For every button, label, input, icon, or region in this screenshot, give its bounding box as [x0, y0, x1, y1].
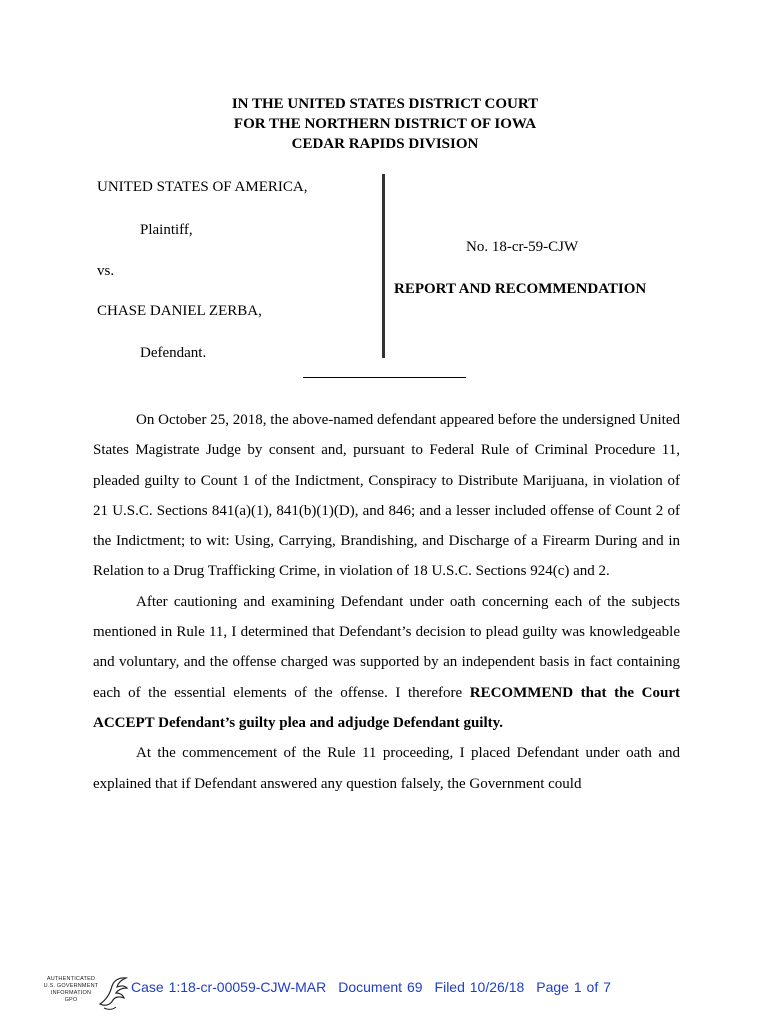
paragraph-2: [93, 587, 680, 738]
paragraph-3: At the commencement of the Rule 11 proceeding, I placed Defendant under oath and explained that if Defendant answered any question falsely, the Government could: [93, 745, 680, 792]
plaintiff-role: Plaintiff,: [140, 222, 193, 238]
court-heading-line-2: FOR THE NORTHERN DISTRICT OF IOWA: [233, 116, 537, 132]
footer-page-count: Page 1 of 7: [536, 979, 611, 995]
caption-rule: [303, 377, 466, 378]
versus-label: vs.: [97, 263, 115, 279]
document-title: REPORT AND RECOMMENDATION: [394, 281, 647, 297]
ecf-header-stamp: [131, 979, 623, 995]
court-heading-line-3: CEDAR RAPIDS DIVISION: [291, 136, 479, 152]
eagle-icon: [96, 974, 128, 1014]
gpo-seal-text: AUTHENTICATED U.S. GOVERNMENT INFORMATION GPO: [43, 976, 99, 1003]
court-heading-line-1: IN THE UNITED STATES DISTRICT COURT: [231, 96, 539, 112]
paragraph-1: On October 25, 2018, the above-named defendant appeared before the undersigned United States Magistrate Judge by consent and, pursuant to Federal Rule of Criminal Procedure 11, pleaded guilty to Count 1 of the Indictment, Conspiracy to Distribute Marijuana, in violation of 21 U.S.C. Sections 841(a)(1), 841(b)(1)(D), and 846; and a lesser included offense of Count 2 of the Indictment; to wit: Using, Carrying, Brandishing, and Discharge of a Firearm During and in Relation to a Drug Trafficking Crime, in violation of 18 U.S.C. Sections 924(c) and 2.: [93, 412, 680, 580]
defendant-role: Defendant.: [140, 345, 207, 361]
footer-filed-date: Filed 10/26/18: [434, 979, 525, 995]
gpo-authentication-seal: [38, 974, 128, 1014]
document-body: [93, 405, 680, 799]
paragraph-2-text: After cautioning and examining Defendant under oath concerning each of the subjects mentioned in Rule 11, I determined that Defendant’s decision to plead guilty was knowledgeable and voluntary, and the offense charged was supported by an independent basis in fact containing each of the essential elements of the offense. I therefore: [93, 593, 680, 701]
case-number: No. 18-cr-59-CJW: [466, 239, 579, 255]
page-footer: [0, 974, 770, 1014]
court-heading: [0, 94, 770, 154]
plaintiff-name: UNITED STATES OF AMERICA,: [97, 179, 308, 195]
recommendation-bold: RECOMMEND that the Court ACCEPT Defendant’s guilty plea and adjudge Defendant guilty.: [93, 684, 680, 731]
footer-case-number: Case 1:18-cr-00059-CJW-MAR: [131, 979, 327, 995]
footer-document-number: Document 69: [338, 979, 423, 995]
defendant-name: CHASE DANIEL ZERBA,: [97, 303, 262, 319]
caption-divider: [382, 174, 385, 358]
